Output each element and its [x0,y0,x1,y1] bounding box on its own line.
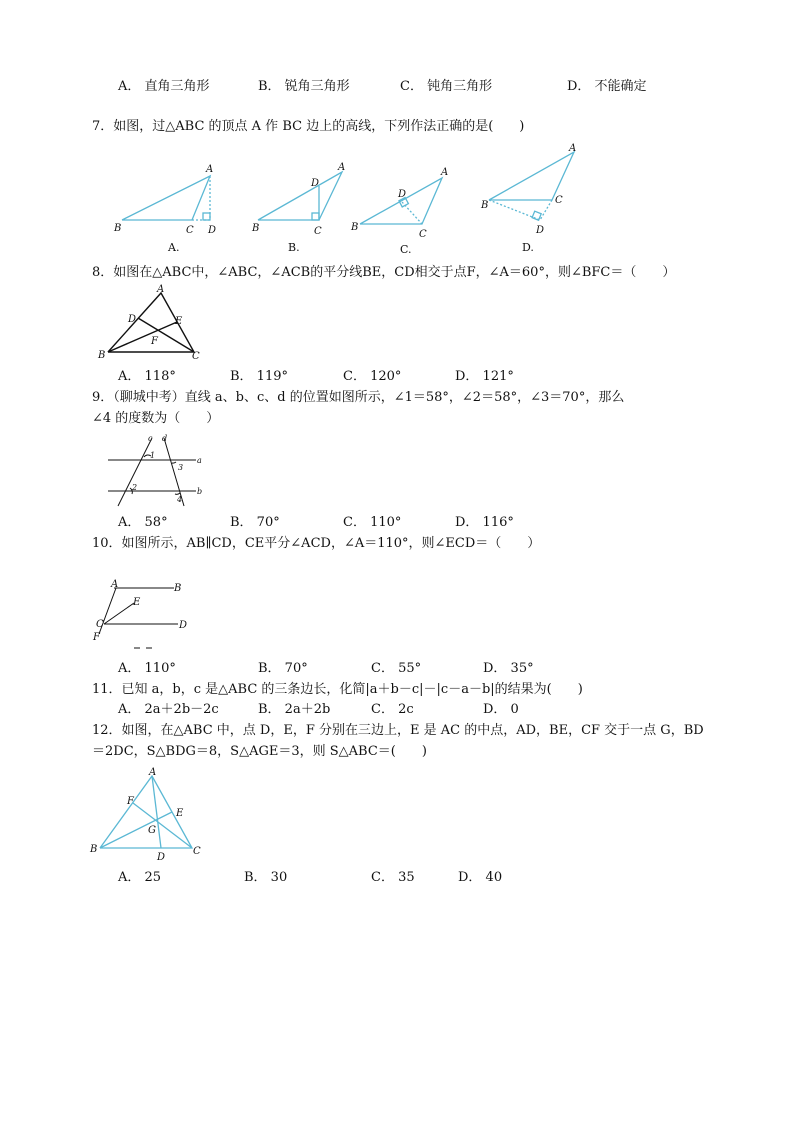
q8-figure [94,284,204,362]
q7-caption-a: A. [168,241,180,254]
q11-option-b: B． 2a＋2b [258,702,331,717]
q12-stem-line2: ＝2DC，S△BDG＝8，S△AGE＝3，则 S△ABC＝( ) [92,744,427,759]
svg-text:2: 2 [132,483,138,492]
svg-text:C: C [193,846,201,857]
q7-figures [112,142,602,257]
q11-option-c: C． 2c [371,702,414,717]
q8-option-b: B． 119° [230,369,288,384]
svg-text:A: A [441,167,449,178]
svg-text:F: F [93,632,100,643]
svg-text:1: 1 [150,451,156,460]
q7-fig-c-triangle [360,178,442,224]
q7-fig-b-triangle [258,172,342,220]
svg-text:a: a [197,456,202,465]
q11-stem: 11．已知 a，b，c 是△ABC 的三条边长，化简|a＋b－c|－|c－a－b|的结果为( ) [92,682,583,697]
q8-option-c: C． 120° [343,369,402,384]
svg-text:A: A [569,143,577,154]
q7-fig-a-triangle [122,176,210,220]
q7-caption-b: B. [288,241,300,254]
svg-text:D: D [536,225,545,236]
svg-text:C: C [192,351,200,362]
q12-stem-line1: 12．如图，在△ABC 中，点 D，E，F 分别在三边上，E 是 AC 的中点，AD，BE，CF 交于一点 G，BD [92,723,704,738]
svg-text:C: C [314,226,322,237]
q11-option-d: D． 0 [483,702,519,717]
svg-text:D: D [128,314,137,325]
q12-option-c: C． 35 [371,870,415,885]
q6-option-c: C． 钝角三角形 [400,79,493,94]
svg-text:E: E [176,808,184,819]
svg-text:E: E [133,597,141,608]
q12-option-b: B． 30 [244,870,288,885]
svg-text:B: B [174,583,182,594]
svg-text:A: A [157,284,165,295]
svg-text:C: C [555,195,563,206]
q6-option-d: D． 不能确定 [567,79,647,94]
svg-text:d: d [162,434,168,443]
q9-stem-line1: 9．（聊城中考）直线 a、b、c、d 的位置如图所示，∠1＝58°，∠2＝58°，∠3＝70°，那么 [92,390,625,405]
svg-text:b: b [197,487,203,496]
q12-option-d: D． 40 [458,870,503,885]
q10-option-c: C． 55° [371,661,422,676]
q7-stem: 7．如图，过△ABC 的顶点 A 作 BC 边上的高线，下列作法正确的是( ) [92,119,525,134]
q8-option-d: D． 121° [455,369,514,384]
svg-text:B: B [98,350,106,361]
svg-text:B: B [114,223,122,234]
q10-stem: 10．如图所示，AB∥CD，CE平分∠ACD，∠A＝110°，则∠ECD＝（ ） [92,536,541,551]
svg-text:B: B [481,200,489,211]
svg-text:D: D [179,620,188,631]
q8-option-a: A． 118° [118,369,176,384]
q9-option-b: B． 70° [230,515,280,530]
svg-text:E: E [175,316,183,327]
svg-text:B: B [252,223,260,234]
svg-text:D: D [311,178,320,189]
svg-text:D: D [157,852,166,862]
svg-text:B: B [351,222,359,233]
svg-text:F: F [151,336,158,347]
q12-option-a: A． 25 [118,870,162,885]
q9-option-d: D． 116° [455,515,514,530]
svg-text:3: 3 [178,463,184,472]
q9-option-a: A． 58° [118,515,168,530]
svg-text:C: C [419,229,427,240]
q10-option-a: A． 110° [118,661,176,676]
svg-text:c: c [148,434,153,443]
svg-text:G: G [148,825,156,836]
svg-text:A: A [149,767,157,778]
svg-text:C: C [96,619,104,630]
svg-text:C: C [186,225,194,236]
q9-stem-line2: ∠4 的度数为（ ） [92,411,220,426]
q8-stem: 8．如图在△ABC中，∠ABC，∠ACB的平分线BE，CD相交于点F，∠A＝60°，则∠BFC＝（ ） [92,265,676,280]
svg-text:A: A [111,579,119,590]
q7-caption-d: D. [522,241,534,254]
q9-option-c: C． 110° [343,515,402,530]
q10-option-b: B． 70° [258,661,308,676]
svg-text:B: B [90,844,98,855]
q12-figure [88,766,208,862]
svg-text:D: D [208,225,217,236]
q7-fig-d-triangle [489,152,574,200]
q6-option-b: B． 锐角三角形 [258,79,350,94]
q7-caption-c: C. [400,243,412,256]
svg-text:A: A [338,162,346,173]
q6-option-a: A． 直角三角形 [118,79,210,94]
q9-figure [104,432,212,510]
svg-text:A: A [206,164,214,175]
q11-option-a: A． 2a＋2b－2c [118,702,219,717]
svg-text:D: D [398,189,407,200]
q10-option-d: D． 35° [483,661,534,676]
q10-figure [90,578,202,650]
svg-text:F: F [127,796,134,807]
svg-text:4: 4 [177,495,183,504]
